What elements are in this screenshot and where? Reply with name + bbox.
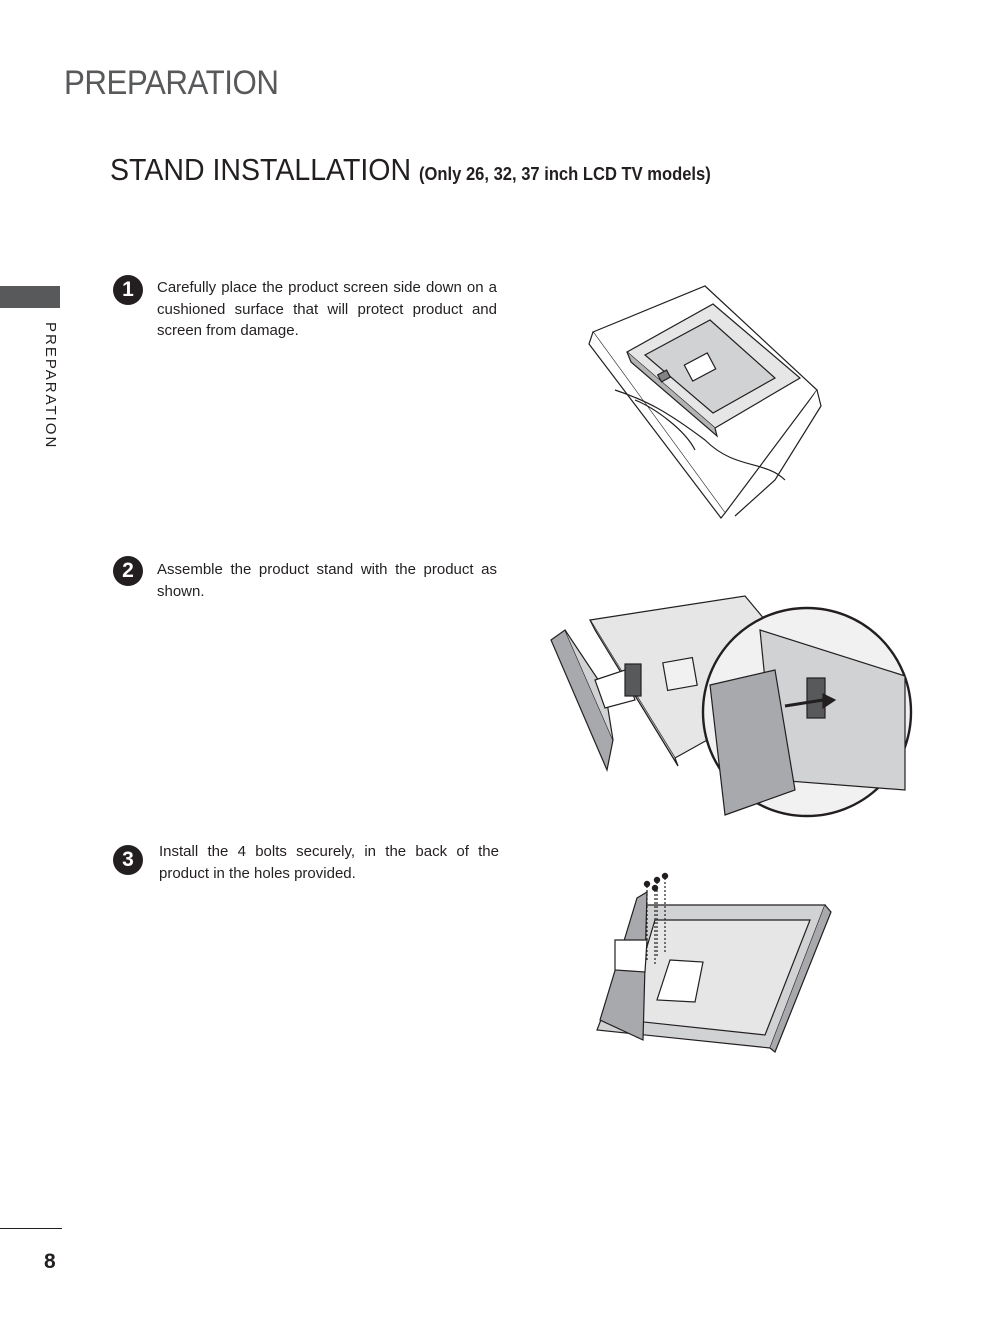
step-2-text: Assemble the product stand with the product as shown. bbox=[157, 561, 497, 600]
page-number: 8 bbox=[44, 1250, 56, 1273]
step-1-number: 1 bbox=[113, 275, 143, 305]
side-chapter-label: PREPARATION bbox=[42, 322, 59, 450]
side-tab-marker bbox=[0, 286, 60, 308]
section-title-text: STAND INSTALLATION bbox=[110, 152, 412, 187]
illustration-stand-assembly bbox=[545, 590, 915, 820]
step-3-number: 3 bbox=[113, 845, 143, 875]
footer-rule bbox=[0, 1228, 62, 1229]
step-2-number: 2 bbox=[113, 556, 143, 586]
step-3-text: Install the 4 bolts securely, in the back of the product in the holes provided. bbox=[159, 843, 499, 882]
step-1-text: Carefully place the product screen side down on a cushioned surface that will protect product and screen from damage. bbox=[157, 279, 497, 339]
section-title bbox=[110, 152, 711, 188]
page-title: PREPARATION bbox=[64, 64, 279, 102]
illustration-tv-on-cushion bbox=[585, 280, 855, 520]
illustration-bolt-installation bbox=[585, 860, 840, 1055]
section-subtitle: (Only 26, 32, 37 inch LCD TV models) bbox=[419, 164, 711, 184]
